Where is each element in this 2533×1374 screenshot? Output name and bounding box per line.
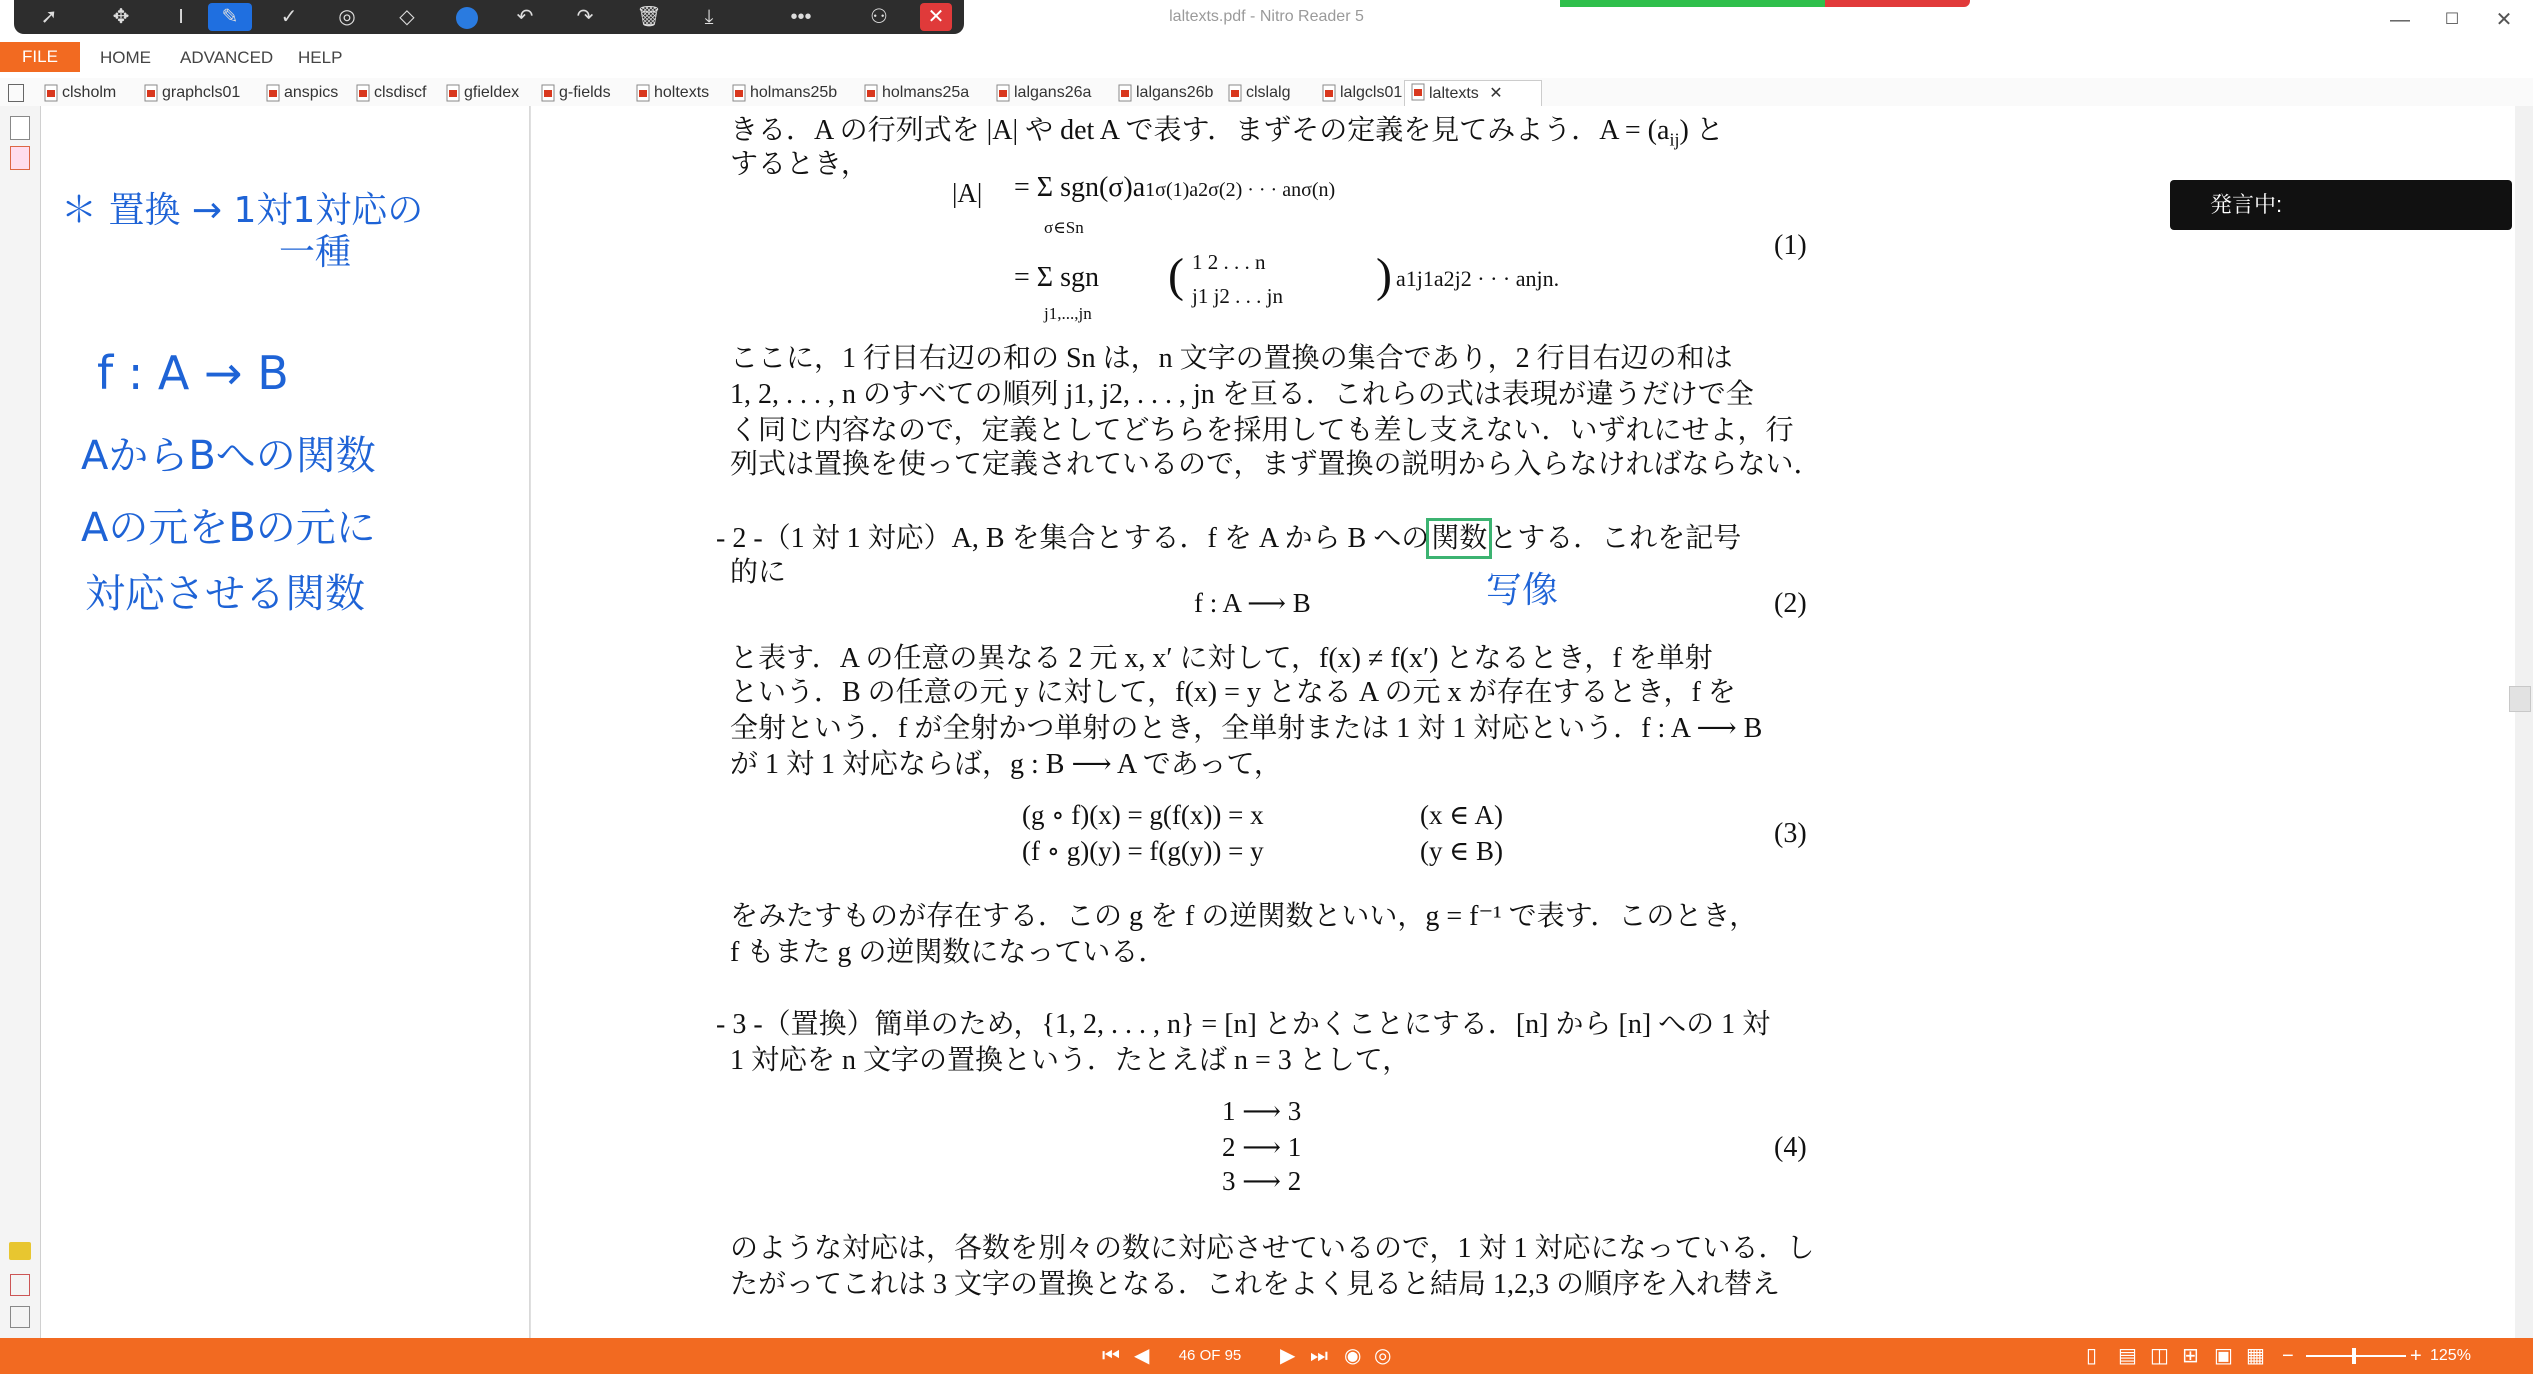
pdf-file-icon (541, 84, 555, 102)
pdf-file-icon (356, 84, 370, 102)
doc-tab-label: lalgcls01 (1340, 84, 1403, 101)
eq1-lhs: |A| (952, 178, 983, 208)
stamp-icon[interactable]: ◎ (338, 6, 356, 28)
maximize-button[interactable]: ☐ (2444, 11, 2460, 28)
meeting-stop-bar[interactable] (1825, 0, 1970, 7)
eq2-number: (2) (1774, 588, 1807, 619)
eq1b-matrix-top: 1 2 . . . n (1192, 250, 1266, 274)
eq3b: (f ∘ g)(y) = f(g(y)) = y (1022, 836, 1264, 866)
eq1-number: (1) (1774, 230, 1807, 261)
pdf-file-icon (996, 84, 1010, 102)
right-pane (2019, 106, 2515, 1338)
bookmarks-icon[interactable] (10, 146, 30, 170)
pdf-file-icon (1228, 84, 1242, 102)
trash-icon[interactable]: 🗑 (636, 6, 662, 28)
zoom-in-icon[interactable]: + (2410, 1345, 2422, 1367)
attachments-icon[interactable] (10, 1274, 30, 1296)
section-2-heading: - 2 -（1 対 1 対応）A, B を集合とする．f を A から B への関数とする．これを記号 (716, 523, 1742, 554)
doc-tab-g-fields[interactable] (535, 82, 645, 104)
doc-line: のような対応は，各数を別々の数に対応させているので，1 対 1 対応になっている．し (730, 1233, 1815, 1264)
eq1b-sum-index: j1,...,jn (1044, 304, 1092, 323)
pages-panel-icon[interactable] (10, 116, 30, 140)
eq3a: (g ∘ f)(x) = g(f(x)) = x (1022, 800, 1264, 830)
ribbon (0, 42, 2533, 72)
doc-line: f もまた g の逆関数になっている． (730, 937, 1167, 968)
more-icon[interactable]: ••• (790, 6, 812, 28)
doc-tab-label: gfieldex (464, 84, 520, 101)
tab-advanced[interactable]: ADVANCED (180, 48, 274, 67)
highlighted-word[interactable]: 関数 (1431, 523, 1488, 554)
minimize-button[interactable]: — (2390, 9, 2410, 31)
comments-icon[interactable] (9, 1242, 31, 1260)
eq4c: 3 ⟶ 2 (1222, 1166, 1302, 1196)
next-page-icon[interactable]: ▶ (1280, 1345, 1296, 1367)
tab-home[interactable]: HOME (100, 48, 151, 67)
pdf-file-icon (144, 84, 158, 102)
redo-icon[interactable]: ↷ (576, 6, 594, 28)
eq1a-sum-index: σ∈Sn (1044, 218, 1084, 237)
handwritten-notes-panel[interactable] (41, 106, 530, 1338)
section-3-heading: - 3 -（置換）簡単のため，{1, 2, . . . , n} = [n] とかくことにする．[n] から [n] への 1 対 (716, 1009, 1771, 1040)
doc-line: と表す．A の任意の異なる 2 元 x, x′ に対して，f(x) ≠ f(x′) となるとき，f を単射 (730, 643, 1713, 674)
eq4b: 2 ⟶ 1 (1222, 1132, 1302, 1162)
doc-line: 1, 2, . . . , n のすべての順列 j1, j2, . . . , jn を亘る．これらの式は表現が違うだけで全 (730, 379, 1754, 410)
pdf-file-icon (446, 84, 460, 102)
doc-tab-label: g-fields (559, 84, 611, 101)
note-kind: 一種 (279, 232, 352, 273)
eq4-number: (4) (1774, 1132, 1807, 1163)
doc-line: 的に (730, 557, 787, 588)
continuous-icon[interactable]: ▤ (2118, 1345, 2137, 1367)
note-a-to-b: AからBへの関数 (81, 433, 376, 479)
color-dot-icon[interactable] (450, 3, 484, 31)
close-window-button[interactable]: ✕ (2495, 9, 2513, 31)
note-permutation: ＊ 置換 → 1対1対応の (61, 190, 424, 231)
previous-page-icon[interactable]: ◀ (1134, 1345, 1150, 1367)
pdf-file-icon (732, 84, 746, 102)
download-icon[interactable]: ⤓ (704, 6, 714, 28)
left-panel-strip (0, 106, 41, 1338)
text-cursor-icon[interactable]: I (178, 6, 184, 28)
pdf-file-icon (864, 84, 878, 102)
eq2: f : A ⟶ B (1194, 588, 1311, 618)
eq1b-tail: a1j1a2j2 · · · anjn. (1396, 266, 1560, 291)
eq1b-paren-right: ) (1376, 249, 1392, 302)
zoom-level[interactable]: 125% (2430, 1347, 2471, 1364)
doc-tab-label: holmans25b (750, 84, 838, 101)
doc-tab-label: clslalg (1246, 84, 1291, 101)
undo-icon[interactable]: ↶ (516, 6, 534, 28)
doc-line: という．B の任意の元 y に対して，f(x) = y となる A の元 x が存在するとき，f を (730, 677, 1736, 708)
doc-tab-label: laltexts (1429, 85, 1479, 102)
status-bar (0, 1338, 2533, 1374)
move-icon[interactable]: ✥ (112, 6, 130, 28)
page-indicator[interactable]: 46 OF 95 (1178, 1347, 1242, 1364)
note-corresponding: 対応させる関数 (85, 571, 365, 617)
eraser-icon[interactable]: ◇ (399, 6, 415, 28)
single-page-icon[interactable]: ▯ (2086, 1345, 2098, 1367)
doc-tab-label: clsholm (62, 84, 117, 101)
doc-line: たがってこれは 3 文字の置換となる．これをよく見ると結局 1,2,3 の順序を入れ替え (730, 1269, 1781, 1300)
forward-view-icon[interactable]: ◎ (1374, 1345, 1392, 1367)
pdf-file-icon (1322, 84, 1336, 102)
eq1b-matrix-bottom: j1 j2 . . . jn (1192, 284, 1284, 308)
doc-tab-holmans25a[interactable] (858, 82, 1006, 104)
doc-tab-label: holtexts (654, 84, 710, 101)
doc-line: 1 対応を n 文字の置換という．たとえば n = 3 として， (730, 1045, 1411, 1076)
pdf-file-icon (636, 84, 650, 102)
eq1b-paren-left: ( (1168, 249, 1184, 302)
eq3-number: (3) (1774, 818, 1807, 849)
doc-tab-label: graphcls01 (162, 84, 241, 101)
facing-continuous-icon[interactable]: ⊞ (2182, 1345, 2199, 1367)
window-title: laltexts.pdf - Nitro Reader 5 (1169, 8, 1364, 25)
meeting-status-bar (1560, 0, 1825, 7)
pen-icon[interactable]: ✎ (208, 3, 252, 31)
pdf-file-icon (44, 84, 58, 102)
doc-tab-clslalg[interactable] (1222, 82, 1330, 104)
pdf-file-icon (1411, 83, 1425, 101)
doc-tab-laltexts[interactable] (1404, 80, 1542, 107)
vertical-scrollbar[interactable] (2515, 106, 2533, 1338)
fit-page-icon[interactable]: ▣ (2214, 1345, 2233, 1367)
doc-tab-label: lalgans26b (1136, 84, 1214, 101)
zoom-slider[interactable] (2306, 1355, 2406, 1357)
select-arrow-icon[interactable]: ➚ (40, 6, 58, 28)
doc-tab-lalgans26b[interactable] (1112, 82, 1238, 104)
pdf-file-icon (266, 84, 280, 102)
pdf-file-icon (1118, 84, 1132, 102)
eq3a-condition: (x ∈ A) (1420, 800, 1503, 830)
doc-tab-anspics[interactable] (260, 82, 364, 104)
doc-line: するとき， (730, 149, 869, 180)
doc-tab-lalgans26a[interactable] (990, 82, 1128, 104)
doc-tab-graphcls01[interactable] (138, 82, 276, 104)
fit-width-icon[interactable]: ▦ (2246, 1345, 2265, 1367)
scrollbar-thumb[interactable] (2509, 686, 2531, 712)
annotation-toolbar (14, 0, 964, 34)
doc-line: きる．A の行列式を |A| や det A で表す．まずその定義を見てみよう．$A = (a_{ij})$ と (730, 115, 1724, 150)
zoom-out-icon[interactable]: − (2282, 1345, 2294, 1367)
eq4a: 1 ⟶ 3 (1222, 1096, 1302, 1126)
doc-line: 列式は置換を使って定義されているので，まず置換の説明から入らなければならない． (730, 449, 1822, 480)
zoom-slider-handle[interactable] (2352, 1348, 2356, 1364)
doc-line: 全射という．f が全射かつ単射のとき，全単射または 1 対 1 対応という．f : A ⟶ B (730, 713, 1763, 744)
doc-line: をみたすものが存在する．この g を f の逆関数といい，g = f⁻¹ で表す．このとき， (730, 901, 1758, 932)
page-icon[interactable] (8, 84, 24, 102)
file-tab[interactable]: FILE (0, 42, 80, 72)
doc-tab-label: clsdiscf (374, 84, 427, 101)
layers-icon[interactable] (10, 1306, 30, 1328)
doc-tab-label: lalgans26a (1014, 84, 1092, 101)
note-element-map: Aの元をBの元に (81, 505, 376, 551)
doc-tab-label: anspics (284, 84, 339, 101)
doc-tab-clsholm[interactable] (38, 82, 154, 104)
doc-line: ここに，1 行目右辺の和の Sn は，n 文字の置換の集合であり，2 行目右辺の和は (730, 343, 1733, 374)
tab-help[interactable]: HELP (298, 48, 343, 67)
speaking-indicator: 発言中: (2170, 180, 2512, 230)
first-page-icon[interactable]: ⏮ (1102, 1345, 1120, 1367)
doc-tab-holmans25b[interactable] (726, 82, 874, 104)
eq1a-rhs: = Σ sgn(σ)a1σ(1)a2σ(2) · · · anσ(n) (1014, 172, 1336, 203)
doc-line: が 1 対 1 対応ならば，g : B ⟶ A であって， (730, 749, 1282, 780)
note-function: f : A → B (97, 346, 289, 400)
back-view-icon[interactable]: ◉ (1344, 1345, 1362, 1367)
close-tab-icon[interactable]: ✕ (1484, 85, 1503, 102)
margin-note-mapping: 写像 (1486, 570, 1559, 611)
eq1b-rhs: = Σ sgn (1014, 262, 1099, 293)
facing-icon[interactable]: ◫ (2150, 1345, 2169, 1367)
close-toolbar-icon[interactable]: ✕ (920, 3, 952, 31)
last-page-icon[interactable]: ⏭ (1310, 1345, 1328, 1367)
eq3b-condition: (y ∈ B) (1420, 836, 1503, 866)
share-icon[interactable]: ⚇ (870, 6, 888, 28)
doc-tab-label: holmans25a (882, 84, 970, 101)
check-icon[interactable]: ✓ (280, 6, 298, 28)
doc-line: く同じ内容なので，定義としてどちらを採用しても差し支えない．いずれにせよ，行 (730, 415, 1794, 446)
